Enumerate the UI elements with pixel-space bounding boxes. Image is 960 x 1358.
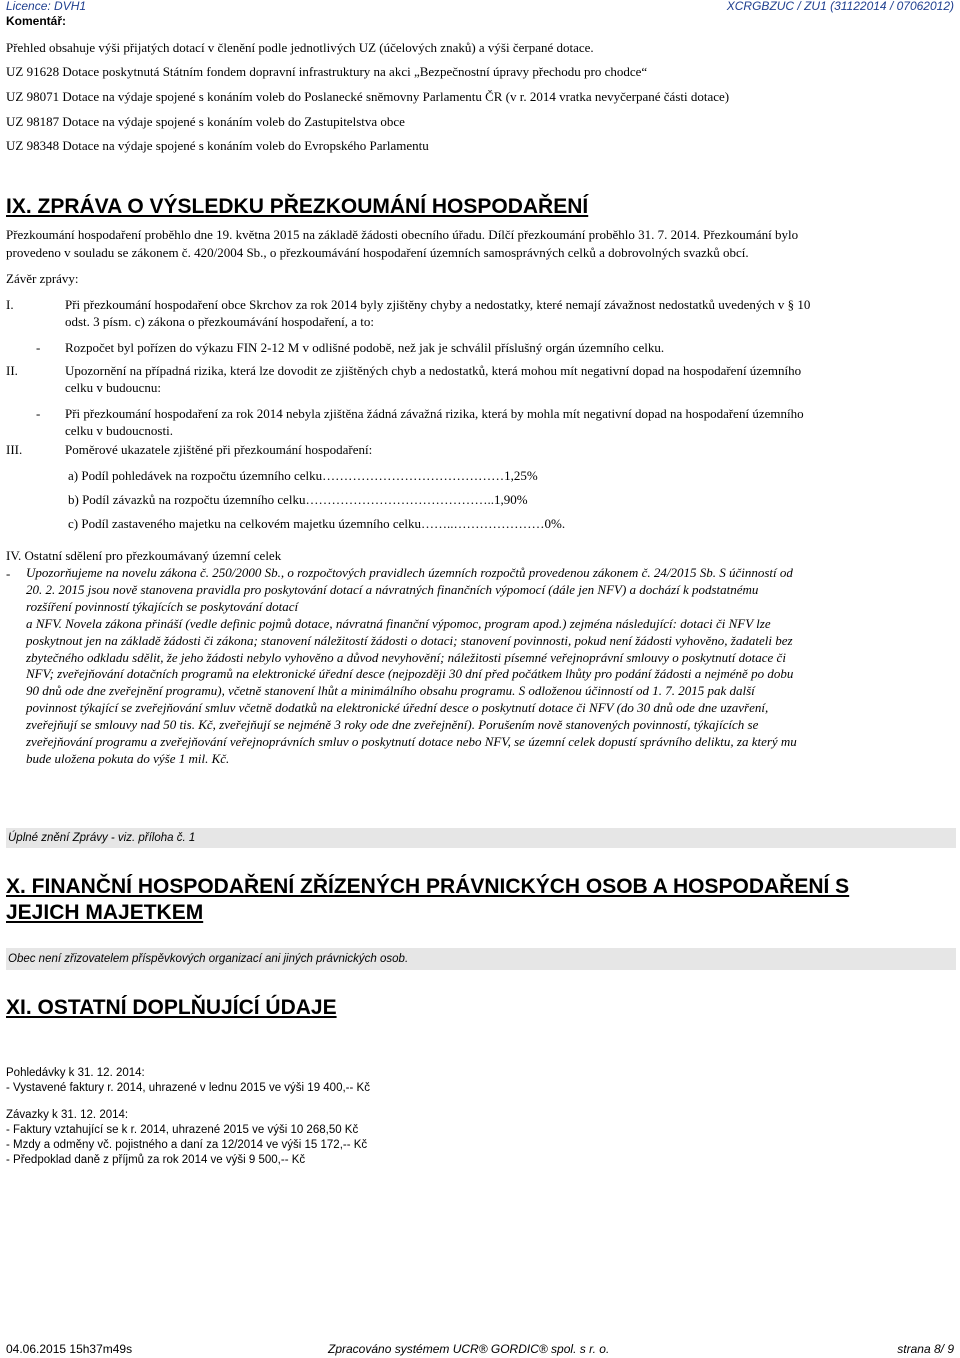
notice-line: a NFV. Novela zákona přináší (vedle definic pojmů dotace, návratná finanční výpomoc, program apod.) zejména následující: dotaci či NFV lze — [26, 615, 771, 631]
document-code: XCRGBZUC / ZU1 (31122014 / 07062012) — [726, 0, 954, 13]
section-heading-x — [6, 874, 849, 926]
notice-line: zveřejňují se smlouvy nad 50 tis. Kč, zveřejňují se nejméně 3 roky ode dne zveřejnění). Porušením nově stanovených povinností, týkajících se — [26, 717, 759, 733]
notice-line: 20. 2. 2015 jsou nově stanovena pravidla pro poskytování dotací a návratných finančních výpomocí (dále jen NFV) a dochází k podstatnému — [26, 581, 759, 597]
review-intro-line: provedeno v souladu se zákonem č. 420/2004 Sb., o přezkoumávání hospodaření územních samosprávných celků a dobrovolných svazků obcí. — [6, 245, 749, 260]
bullet-dash: - — [36, 406, 41, 421]
footer-page: strana 8/ 9 — [897, 1342, 954, 1356]
note-box — [6, 948, 956, 970]
finding-text: odst. 3 písm. c) zákona o přezkoumávání hospodaření, a to: — [65, 314, 375, 329]
ratio-intro: Poměrové ukazatele zjištěné při přezkoumání hospodaření: — [65, 442, 373, 457]
notice-line: zbytečného odkladu sdělit, že jeho žádosti nebylo vyhověno a důvod nevyhovění; náležitosti písemné veřejnoprávní smlouvy o poskytnutí dotace či — [26, 649, 786, 665]
liabilities-item: - Mzdy a odměny vč. pojistného a daní za 12/2014 ve výši 15 172,-- Kč — [6, 1139, 368, 1151]
notice-line: Upozorňujeme na novelu zákona č. 250/2000 Sb., o rozpočtových pravidlech územních rozpočtů provedenou zákonem č. 24/2015 Sb. S účinností od — [26, 565, 793, 580]
comment-line: UZ 98071 Dotace na výdaje spojené s konáním voleb do Poslanecké sněmovny Parlamentu ČR (v r. 2014 vratka nevyčerpané části dotace) — [6, 89, 730, 104]
liabilities-title: Závazky k 31. 12. 2014: — [6, 1109, 129, 1121]
notice-line: rozšíření povinností týkajících se poskytování dotací — [26, 598, 299, 614]
bullet-dash: - — [6, 566, 11, 581]
receivables-title: Pohledávky k 31. 12. 2014: — [6, 1067, 145, 1079]
report-attachment-note: Úplné znění Zprávy - viz. příloha č. 1 — [8, 832, 196, 844]
section-heading-ix: IX. ZPRÁVA O VÝSLEDKU PŘEZKOUMÁNÍ HOSPODAŘENÍ — [6, 195, 589, 218]
finding-item: Rozpočet byl pořízen do výkazu FIN 2-12 M v odlišné podobě, než jak je schválil příslušný orgán územního celku. — [65, 340, 665, 355]
footer-date: 04.06.2015 15h37m49s — [6, 1342, 133, 1356]
liabilities-item: - Faktury vztahující se k r. 2014, uhrazené 2015 ve výši 10 268,50 Kč — [6, 1124, 359, 1136]
organizations-note: Obec není zřizovatelem příspěvkových organizací ani jiných právnických osob. — [8, 953, 409, 965]
license-label: Licence: DVH1 — [6, 0, 87, 13]
risk-text: celku v budoucnu: — [65, 380, 162, 395]
receivables-item: - Vystavené faktury r. 2014, uhrazené v lednu 2015 ve výši 19 400,-- Kč — [6, 1082, 370, 1094]
item-number: III. — [6, 442, 23, 457]
notice-line: NFV; zveřejňování dotačních programů na elektronické úřední desce (nejpozději 30 dní před počátkem lhůty pro podání žádosti a nejméně po dobu — [26, 666, 794, 682]
conclusion-label: Závěr zprávy: — [6, 271, 79, 286]
ratio-receivables: a) Podíl pohledávek na rozpočtu územního celku……………………………………1,25% — [68, 468, 538, 483]
review-intro-line: Přezkoumání hospodaření proběhlo dne 19. května 2015 na základě žádosti obecního úřadu. Dílčí přezkoumání proběhlo 31. 7. 2014. Přezkoumání bylo — [6, 227, 799, 242]
risk-item: Při přezkoumání hospodaření za rok 2014 nebyla zjištěna žádná závažná rizika, která by mohla mít negativní dopad na hospodaření územního — [65, 406, 804, 421]
comment-title: Komentář: — [6, 14, 67, 28]
ratio-liabilities: b) Podíl závazků na rozpočtu územního celku……………………………………..1,90% — [68, 492, 528, 507]
risk-text: Upozornění na případná rizika, která lze dovodit ze zjištěných chyb a nedostatků, která mohou mít negativní dopad na hospodaření územního — [65, 363, 802, 378]
notice-line: 90 dnů ode dne zveřejnění programu), včetně stanovení lhůt a minimálního obsahu programu. S odloženou účinností od 1. 7. 2015 pak další — [26, 683, 755, 699]
heading-line: X. FINANČNÍ HOSPODAŘENÍ ZŘÍZENÝCH PRÁVNICKÝCH OSOB A HOSPODAŘENÍ S — [6, 875, 850, 898]
note-box — [6, 828, 956, 848]
footer-system: Zpracováno systémem UCR® GORDIC® spol. s r. o. — [328, 1342, 610, 1356]
other-notice-heading: IV. Ostatní sdělení pro přezkoumávaný územní celek — [6, 548, 282, 563]
ratio-pledged-assets: c) Podíl zastaveného majetku na celkovém majetku územního celku……..…………………0%. — [68, 516, 566, 531]
comment-line: UZ 91628 Dotace poskytnutá Státním fondem dopravní infrastruktury na akci „Bezpečnostní úpravy přechodu pro chodce“ — [6, 64, 648, 79]
bullet-dash: - — [36, 340, 41, 355]
comment-line: UZ 98187 Dotace na výdaje spojené s konáním voleb do Zastupitelstva obce — [6, 114, 405, 129]
finding-text: Při přezkoumání hospodaření obce Skrchov za rok 2014 byly zjištěny chyby a nedostatky, které nemají závažnost nedostatků uvedených v § 10 — [65, 297, 811, 312]
notice-line: povinnost týkající se zveřejňování smluv včetně dodatků na elektronické úřední desce o poskytnutí dotace či NFV (do 30 dnů ode dne uzavření, — [26, 700, 769, 716]
heading-line: JEJICH MAJETKEM — [6, 901, 204, 924]
item-number: I. — [6, 297, 14, 312]
risk-item: celku v budoucnosti. — [65, 423, 173, 438]
notice-line: poskytnout jen na základě žádosti či zákona; stanovení náležitostí žádosti o dotaci; stanovení povinnosti, pokud není žádosti vyhověno, žadateli bez — [26, 632, 793, 648]
liabilities-item: - Předpoklad daně z příjmů za rok 2014 ve výši 9 500,-- Kč — [6, 1154, 306, 1166]
notice-line: bude uložena pokuta do výše 1 mil. Kč. — [26, 750, 230, 766]
comment-line: Přehled obsahuje výši přijatých dotací v členění podle jednotlivých UZ (účelových znaků) a výši čerpané dotace. — [6, 40, 594, 55]
page-header — [0, 0, 960, 14]
section-heading-xi: XI. OSTATNÍ DOPLŇUJÍCÍ ÚDAJE — [6, 996, 337, 1019]
amendment-notice — [26, 565, 958, 768]
comment-line: UZ 98348 Dotace na výdaje spojené s konáním voleb do Evropského Parlamentu — [6, 138, 429, 153]
notice-line: zveřejňování programu a zveřejňování veřejnoprávních smluv o poskytnutí dotace nebo NFV, se územní celek dopustí správního deliktu, za který mu — [26, 734, 797, 750]
item-number: II. — [6, 363, 18, 378]
